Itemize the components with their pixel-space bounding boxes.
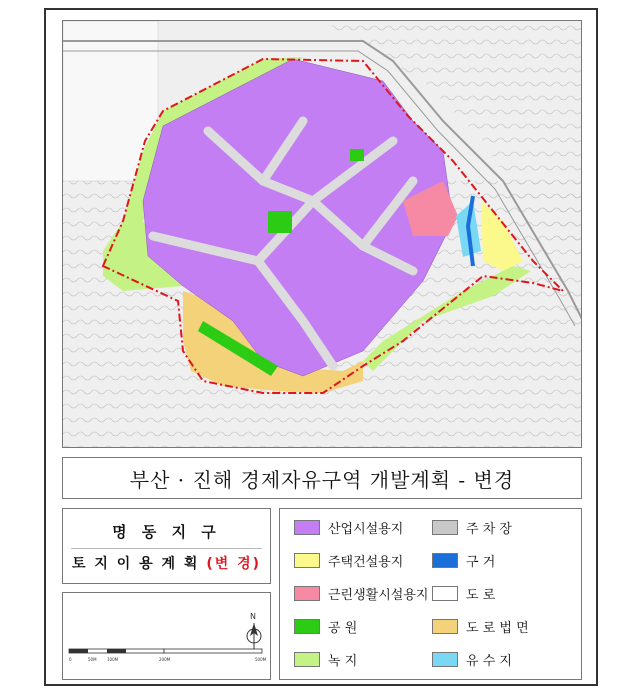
plan-title: 부산 · 진해 경제자유구역 개발계획 - 변경 [62,457,582,499]
scale-tick-50: 50M [88,657,97,662]
legend-item-neighborhood [294,583,428,603]
legend-swatch-parking [432,520,458,535]
map-canvas [63,21,582,448]
legend-swatch-park [294,619,320,634]
plan-name [63,553,270,573]
legend-swatch-green [294,652,320,667]
legend-label: 주택건설용지 [328,554,404,570]
district-name: 명 동 지 구 [112,523,221,541]
legend-label: 구 거 [466,554,496,570]
park-north [350,149,364,161]
scale-tick-500: 500M [255,657,267,662]
legend-item-green [294,649,432,669]
legend-label: 도 로 법 면 [466,620,529,636]
legend-item-road [432,583,495,603]
legend-label: 유 수 지 [466,653,512,669]
legend-label: 근린생활시설용지 [328,587,429,603]
north-label: N [250,612,256,621]
scale-tick-200: 200M [159,657,171,662]
legend-label: 도 로 [466,587,496,603]
scale-tick-100: 100M [107,657,119,662]
legend-swatch-road [432,586,458,601]
plan-change-text: (변 경) [206,556,262,572]
legend-swatch-industrial [294,520,320,535]
legend-item-slope [432,616,529,636]
district-label-box [62,508,271,584]
legend-item-parking [432,517,512,537]
north-arrow-icon [247,612,261,649]
legend-item-reservoir [432,649,512,669]
legend-label: 공 원 [328,620,358,636]
legend-item-industrial [294,517,403,537]
land-use-map [62,20,582,448]
legend-item-canal [432,550,495,570]
legend-item-residential [294,550,403,570]
legend-label: 산업시설용지 [328,521,404,537]
legend-item-park [294,616,432,636]
legend-swatch-canal [432,553,458,568]
legend-label: 주 차 장 [466,521,512,537]
legend [279,508,582,680]
scale-bar [69,649,267,662]
legend-swatch-slope [432,619,458,634]
legend-swatch-neighborhood [294,586,320,601]
plan-name-text: 토 지 이 용 계 획 [71,556,200,572]
subtitle-divider [71,548,262,549]
park-central [268,211,292,233]
scale-tick-0: 0 [69,657,72,662]
scale-bar-box [62,592,271,680]
legend-label: 녹 지 [328,653,358,669]
legend-swatch-reservoir [432,652,458,667]
legend-swatch-residential [294,553,320,568]
scale-bar-graphic [63,593,272,681]
